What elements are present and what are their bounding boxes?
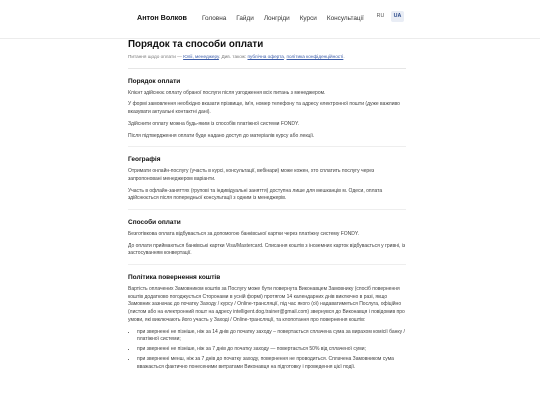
subtitle-sep: , [283,53,287,59]
page-title: Порядок та способи оплати [128,39,264,50]
paragraph: Участь в офлайн-заняттях (групові та індивідуальні заняття) доступна лише для мешканців м. Одеси, оплата здійснюється після попередньої консультації з одним із менеджерів. [128,187,383,202]
section-heading: Географія [128,156,161,164]
section-heading: Політика повернення коштів [128,274,221,281]
refund-conditions-list [128,329,406,372]
paragraph: Здійснити оплату можна будь-яким із способів платіжної системи FONDY. [128,120,300,127]
main-nav [202,14,364,24]
section-heading: Способи оплати [128,219,181,226]
paragraph: Отримати онлайн-послугу (участь в курсі, консультації, вебінари) може кожен, хто сплатить послугу через запропоновані менеджером варіанти. [128,168,375,182]
section-payment-methods [128,218,406,258]
section-payment-order [128,77,406,141]
lang-ru-button[interactable]: RU [376,13,385,19]
list-item: • при зверненні не пізніше, ніж за 14 днів до початку заходу – повертається сплачена сума за вирахом комісії банку / платіжної системи; [137,329,406,345]
paragraph: Вартість оплачених Замовником коштів за Послугу може бути повернута Виконавцем Замовнику (спосіб повернення коштів додатково погоджується Сторонами в усній формі) протягом 14 календарних днів виключно в разі, якщо Замовник зазначає до початку Заходу / курсу / Online-трансляції, під час якого (ої) надаватиметься Послуга, офіційно (листом або на електронний пошт на адресу intelligent.dog.trainer@gmail.com) звернувся до Виконавця і повідомив про умови, які виключають його участь у Заході / Online-трансляції, та клопотання про повернення коштів: [128,285,405,323]
subtitle-end: . [343,53,345,59]
language-switcher [374,11,404,22]
top-navigation-bar [0,0,540,39]
subtitle-mid: . Див. також: [218,53,248,59]
list-item: • при зверненні менш, ніж за 7 днів до початку заходу, повернення не проводиться. Сплачена Замовником сума вважається фактично понесеними витратами Виконавця на підготовку і проведення цієї події. [137,356,406,372]
manager-link[interactable]: Юліі, менеджеру [183,53,219,59]
privacy-policy-link[interactable]: політика конфіденційності [286,53,344,59]
subtitle-prefix: Питання щодо оплати — [128,53,184,59]
divider [128,264,406,265]
nav-link-courses[interactable]: Курси [299,15,317,22]
paragraph: Клієнт здійснює оплату обраної послуги після узгодження всіх питань з менеджером. [128,89,326,96]
list-item: • при зверненні не пізніше, ніж за 7 днів до початку заходу — повертається 50% від сплаченої суми; [137,346,406,354]
nav-link-longreads[interactable]: Лонгріди [263,15,290,22]
section-refund-policy [128,273,406,371]
divider [128,209,406,210]
main-content [128,37,406,373]
nav-link-guides[interactable]: Гайди [236,15,254,22]
nav-link-consultations[interactable]: Консультації [326,15,364,22]
divider [128,68,406,69]
section-heading: Порядок оплати [128,77,181,85]
nav-link-home[interactable]: Головна [202,15,227,22]
public-offer-link[interactable]: публічна оферта [247,53,284,59]
lang-ua-button[interactable]: UA [391,11,404,22]
section-geography [128,155,406,203]
paragraph: До оплати приймаються банківські картки Visa/Mastercard. Списання коштів з іноземних карток відбувається у гривні, із застосуванням конвертації. [128,242,406,257]
brand-name[interactable]: Антон Волков [137,13,187,22]
page-subtitle [128,53,406,60]
paragraph: У формі замовлення необхідно вказати прізвище, ім'я, номер телефону та адресу електронної пошти (дуже важливо вказувати актуальні контактні дані). [128,101,400,115]
paragraph: Після підтвердження оплати буде надано доступ до матеріалів курсу або лекції. [128,132,315,139]
divider [128,146,406,147]
paragraph: Безготівкова оплата відбувається за допомогою банківської картки через платіжну систему FONDY. [128,230,359,237]
